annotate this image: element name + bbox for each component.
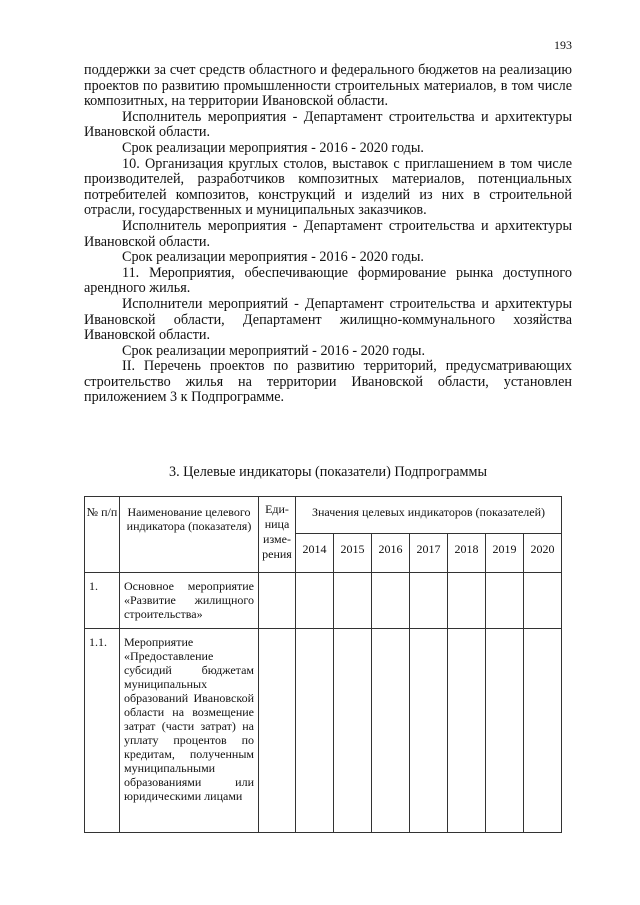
row-value-cell <box>524 573 562 629</box>
row-indicator-name: Мероприятие «Предоставление субсидий бюджетам муниципальных образований Ивановской области на возмещение затрат (части затрат) на уплату процентов по кредитам, полученным муниципальными образованиями или юридическими лицами <box>120 629 259 833</box>
header-indicator-name: Наименование целевого индикатора (показателя) <box>120 497 259 573</box>
paragraph: Исполнители мероприятий - Департамент строительства и архитектуры Ивановской области, Департамент жилищно-коммунального хозяйства Ивановской области. <box>84 295 572 344</box>
row-number: 1. <box>85 573 120 629</box>
row-value-cell <box>334 629 372 833</box>
body-text <box>84 63 572 406</box>
paragraph: II. Перечень проектов по развитию территорий, предусматривающих строительство жилья на территории Ивановской области, установлен приложением 3 к Подпрограмме. <box>84 358 572 406</box>
paragraph: Срок реализации мероприятий - 2016 - 2020 годы. <box>122 342 426 359</box>
row-unit <box>259 629 296 833</box>
indicators-table <box>84 496 562 833</box>
row-value-cell <box>372 573 410 629</box>
header-year: 2014 <box>296 534 334 573</box>
row-value-cell <box>372 629 410 833</box>
paragraph: Срок реализации мероприятия - 2016 - 2020 годы. <box>122 139 424 156</box>
page-number: 193 <box>554 38 572 52</box>
row-value-cell <box>486 573 524 629</box>
row-value-cell <box>334 573 372 629</box>
row-value-cell <box>410 573 448 629</box>
header-year: 2017 <box>410 534 448 573</box>
paragraph: поддержки за счет средств областного и федерального бюджетов на реализацию проектов по развитию промышленности строительных материалов, в том числе композитных, на территории Ивановской области. <box>84 62 572 110</box>
row-value-cell <box>296 573 334 629</box>
table-header <box>85 497 562 573</box>
row-number: 1.1. <box>85 629 120 833</box>
header-year: 2018 <box>448 534 486 573</box>
section-title: 3. Целевые индикаторы (показатели) Подпрограммы <box>168 464 488 480</box>
paragraph: Исполнитель мероприятия - Департамент строительства и архитектуры Ивановской области. <box>84 108 572 141</box>
paragraph: Исполнитель мероприятия - Департамент строительства и архитектуры Ивановской области. <box>84 217 572 250</box>
row-value-cell <box>524 629 562 833</box>
paragraph: 11. Мероприятия, обеспечивающие формирование рынка доступного арендного жилья. <box>84 264 572 297</box>
table-row <box>85 629 562 833</box>
paragraph: Срок реализации мероприятия - 2016 - 2020 годы. <box>122 249 424 266</box>
row-unit <box>259 573 296 629</box>
header-values-group: Значения целевых индикаторов (показателей) <box>296 497 562 534</box>
header-unit: Еди-ница изме-рения <box>259 497 296 573</box>
row-value-cell <box>410 629 448 833</box>
header-year: 2019 <box>486 534 524 573</box>
header-year: 2016 <box>372 534 410 573</box>
table-row <box>85 573 562 629</box>
row-value-cell <box>486 629 524 833</box>
header-year: 2015 <box>334 534 372 573</box>
header-year: 2020 <box>524 534 562 573</box>
row-value-cell <box>296 629 334 833</box>
row-value-cell <box>448 573 486 629</box>
row-value-cell <box>448 629 486 833</box>
header-number: № п/п <box>85 497 120 573</box>
paragraph: 10. Организация круглых столов, выставок с приглашением в том числе производителей, разработчиков композитных материалов, потенциальных потребителей композитов, конструкций и изделий из них в строительной отрасли, государственных и муниципальных заказчиков. <box>84 155 572 219</box>
row-indicator-name: Основное мероприятие «Развитие жилищного строительства» <box>120 573 259 629</box>
